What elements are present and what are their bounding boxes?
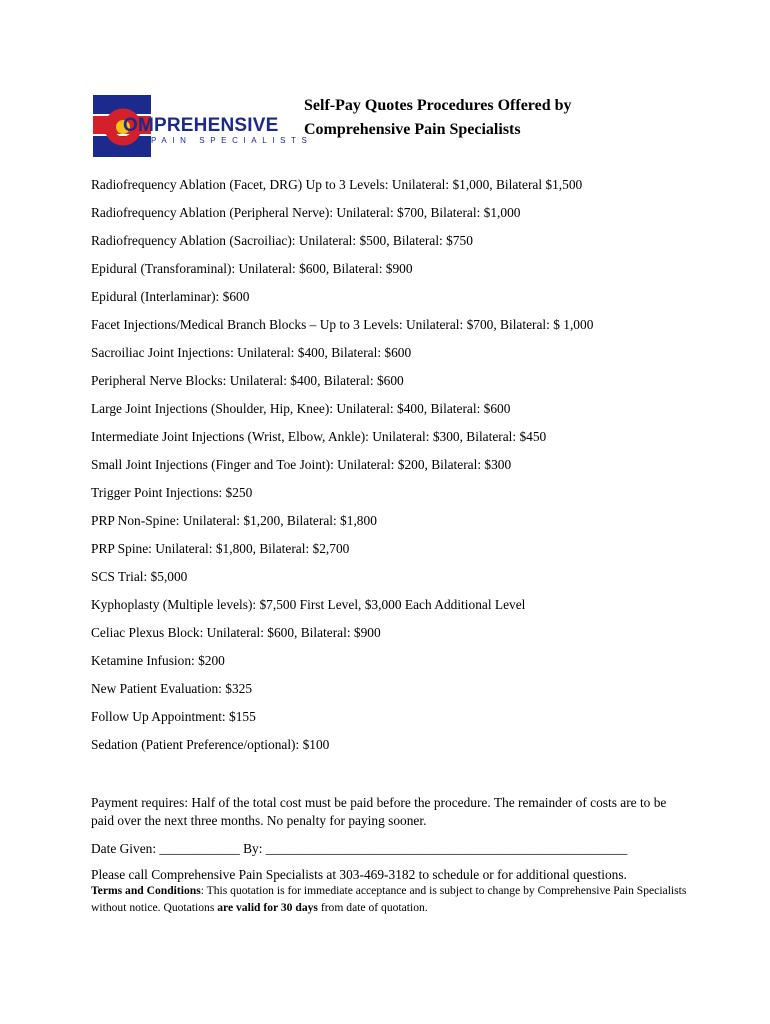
terms-text: : This quotation is for immediate acceptance and is subject to change by Comprehensive Pain Specialists without notice. Quotations (91, 884, 687, 914)
list-item: Facet Injections/Medical Branch Blocks – Up to 3 Levels: Unilateral: $700, Bilateral: $ 1,000 (91, 317, 594, 332)
payment-terms: Payment requires: Half of the total cost must be paid before the procedure. The remainder of costs are to be paid over the next three months. No penalty for paying sooner. (91, 795, 667, 828)
list-item: Sacroiliac Joint Injections: Unilateral: $400, Bilateral: $600 (91, 345, 412, 360)
contact-line: Please call Comprehensive Pain Specialists at 303-469-3182 to schedule or for additional questions. (91, 867, 627, 882)
list-item: Kyphoplasty (Multiple levels): $7,500 First Level, $3,000 Each Additional Level (91, 597, 526, 612)
list-item: Sedation (Patient Preference/optional): $100 (91, 737, 330, 752)
logo-tagline: PAIN SPECIALISTS (151, 136, 313, 145)
list-item: Trigger Point Injections: $250 (91, 485, 253, 500)
list-item: Radiofrequency Ablation (Peripheral Nerve): Unilateral: $700, Bilateral: $1,000 (91, 205, 521, 220)
list-item: Radiofrequency Ablation (Sacroiliac): Unilateral: $500, Bilateral: $750 (91, 233, 473, 248)
list-item: Radiofrequency Ablation (Facet, DRG) Up to 3 Levels: Unilateral: $1,000, Bilateral $1,500 (91, 177, 583, 192)
list-item: Large Joint Injections (Shoulder, Hip, Knee): Unilateral: $400, Bilateral: $600 (91, 401, 511, 416)
procedure-price-list (91, 177, 731, 765)
list-item: PRP Non-Spine: Unilateral: $1,200, Bilateral: $1,800 (91, 513, 377, 528)
list-item: Small Joint Injections (Finger and Toe Joint): Unilateral: $200, Bilateral: $300 (91, 457, 512, 472)
company-logo (93, 95, 313, 157)
date-given-line: Date Given: ____________ By: ______________________________________________________ (91, 841, 628, 856)
list-item: Epidural (Transforaminal): Unilateral: $600, Bilateral: $900 (91, 261, 413, 276)
terms-label: Terms and Conditions (91, 884, 201, 897)
list-item: Epidural (Interlaminar): $600 (91, 289, 250, 304)
logo-wordmark: OMPREHENSIVE (123, 115, 279, 136)
page-title (304, 94, 634, 142)
list-item: SCS Trial: $5,000 (91, 569, 188, 584)
list-item: New Patient Evaluation: $325 (91, 681, 253, 696)
page-title-line-1: Self-Pay Quotes Procedures Offered by (304, 97, 572, 114)
page-title-line-2: Comprehensive Pain Specialists (304, 121, 521, 138)
terms-validity: are valid for 30 days (217, 901, 318, 914)
terms-and-conditions (91, 882, 691, 916)
list-item: PRP Spine: Unilateral: $1,800, Bilateral: $2,700 (91, 541, 350, 556)
list-item: Celiac Plexus Block: Unilateral: $600, Bilateral: $900 (91, 625, 381, 640)
list-item: Intermediate Joint Injections (Wrist, Elbow, Ankle): Unilateral: $300, Bilateral: $450 (91, 429, 547, 444)
list-item: Follow Up Appointment: $155 (91, 709, 256, 724)
list-item: Peripheral Nerve Blocks: Unilateral: $400, Bilateral: $600 (91, 373, 404, 388)
terms-text-end: from date of quotation. (317, 901, 428, 914)
list-item: Ketamine Infusion: $200 (91, 653, 225, 668)
